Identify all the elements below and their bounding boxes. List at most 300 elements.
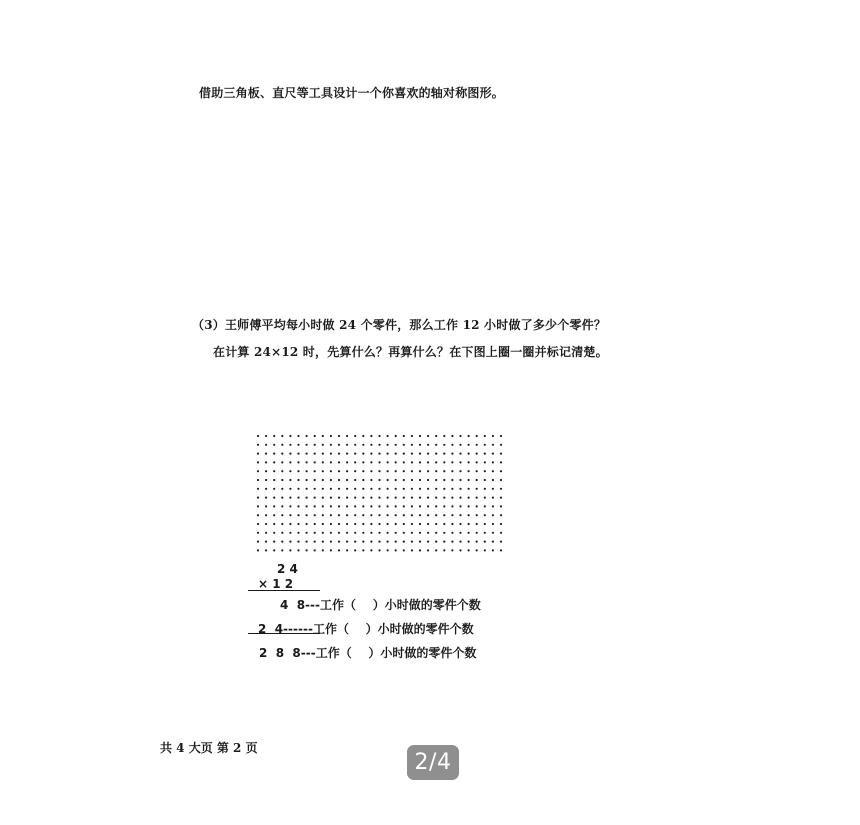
grid-dot — [273, 532, 275, 534]
grid-dot — [419, 523, 421, 525]
grid-dot — [346, 479, 348, 481]
grid-dot — [459, 532, 461, 534]
grid-dot — [419, 453, 421, 455]
grid-dot — [476, 435, 478, 437]
grid-dot — [395, 453, 397, 455]
grid-dot — [306, 461, 308, 463]
grid-dot — [354, 444, 356, 446]
grid-dot — [459, 435, 461, 437]
grid-dot — [484, 444, 486, 446]
grid-dot — [265, 514, 267, 516]
grid-dot — [403, 532, 405, 534]
grid-dot — [484, 514, 486, 516]
grid-dot — [273, 541, 275, 543]
grid-dot — [289, 461, 291, 463]
grid-dot — [459, 505, 461, 507]
grid-dot — [322, 497, 324, 499]
grid-dot — [297, 453, 299, 455]
grid-dot — [370, 461, 372, 463]
grid-dot — [322, 505, 324, 507]
grid-dot — [273, 497, 275, 499]
grid-dot — [459, 497, 461, 499]
grid-dot — [484, 541, 486, 543]
grid-dot — [427, 435, 429, 437]
grid-dot — [403, 470, 405, 472]
grid-dot — [378, 444, 380, 446]
grid-dot — [338, 488, 340, 490]
grid-dot — [370, 488, 372, 490]
grid-dot — [427, 461, 429, 463]
grid-dot — [281, 444, 283, 446]
grid-dot — [273, 488, 275, 490]
grid-dot — [395, 549, 397, 551]
multiplication-rule — [248, 590, 320, 591]
grid-dot — [362, 532, 364, 534]
grid-dot — [443, 488, 445, 490]
grid-dot — [362, 514, 364, 516]
grid-dot — [346, 488, 348, 490]
grid-dot — [451, 505, 453, 507]
grid-dot — [468, 488, 470, 490]
grid-dot — [297, 523, 299, 525]
grid-dot — [484, 435, 486, 437]
grid-dot — [297, 435, 299, 437]
grid-dot — [468, 479, 470, 481]
grid-dot — [297, 505, 299, 507]
grid-dot — [387, 435, 389, 437]
grid-dot — [370, 435, 372, 437]
grid-dot — [322, 435, 324, 437]
grid-dot — [330, 523, 332, 525]
grid-dot — [476, 532, 478, 534]
grid-dot — [419, 479, 421, 481]
grid-dot — [289, 479, 291, 481]
grid-dot — [476, 505, 478, 507]
grid-dot — [330, 488, 332, 490]
grid-dot — [314, 532, 316, 534]
grid-dot — [370, 497, 372, 499]
grid-dot — [281, 532, 283, 534]
grid-dot — [273, 505, 275, 507]
grid-dot — [484, 549, 486, 551]
grid-dot — [468, 514, 470, 516]
grid-dot — [273, 479, 275, 481]
grid-dot — [476, 497, 478, 499]
grid-dot — [427, 479, 429, 481]
grid-dot — [257, 541, 259, 543]
grid-dot — [419, 505, 421, 507]
grid-dot — [419, 470, 421, 472]
grid-dot — [435, 532, 437, 534]
grid-dot — [338, 470, 340, 472]
grid-dot — [322, 549, 324, 551]
multiplicand: 2 4 — [277, 562, 298, 576]
grid-dot — [265, 479, 267, 481]
grid-dot — [297, 461, 299, 463]
grid-dot — [362, 444, 364, 446]
grid-dot — [451, 479, 453, 481]
grid-dot — [443, 435, 445, 437]
grid-dot — [362, 523, 364, 525]
grid-dot — [306, 497, 308, 499]
grid-dot — [395, 523, 397, 525]
grid-dot — [492, 497, 494, 499]
grid-dot — [492, 541, 494, 543]
grid-dot — [468, 541, 470, 543]
grid-dot — [484, 523, 486, 525]
grid-dot — [257, 444, 259, 446]
grid-dot — [476, 479, 478, 481]
grid-dot — [265, 453, 267, 455]
grid-dot — [354, 470, 356, 472]
grid-dot — [395, 532, 397, 534]
grid-dot — [411, 470, 413, 472]
grid-dot — [257, 470, 259, 472]
grid-dot — [411, 488, 413, 490]
grid-dot — [427, 505, 429, 507]
grid-dot — [395, 461, 397, 463]
grid-dot — [354, 549, 356, 551]
grid-dot — [354, 479, 356, 481]
grid-dot — [459, 470, 461, 472]
grid-dot — [322, 523, 324, 525]
grid-dot — [403, 453, 405, 455]
grid-dot — [354, 532, 356, 534]
grid-dot — [435, 461, 437, 463]
grid-dot — [484, 453, 486, 455]
grid-dot — [443, 505, 445, 507]
grid-dot — [443, 514, 445, 516]
grid-dot — [476, 523, 478, 525]
grid-dot — [281, 523, 283, 525]
grid-dot — [435, 444, 437, 446]
grid-dot — [378, 541, 380, 543]
grid-dot — [265, 470, 267, 472]
grid-dot — [395, 505, 397, 507]
grid-dot — [378, 461, 380, 463]
grid-dot — [484, 470, 486, 472]
grid-dot — [427, 488, 429, 490]
grid-dot — [419, 514, 421, 516]
grid-dot — [435, 497, 437, 499]
grid-dot — [322, 514, 324, 516]
grid-dot — [427, 541, 429, 543]
grid-dot — [451, 470, 453, 472]
grid-dot — [484, 497, 486, 499]
grid-dot — [468, 444, 470, 446]
grid-dot — [346, 461, 348, 463]
grid-dot — [387, 461, 389, 463]
grid-dot — [322, 461, 324, 463]
grid-dot — [257, 461, 259, 463]
grid-dot — [468, 435, 470, 437]
grid-dot — [451, 523, 453, 525]
grid-dot — [314, 523, 316, 525]
grid-dot — [476, 453, 478, 455]
sum-rule — [248, 633, 320, 634]
grid-dot — [370, 541, 372, 543]
grid-dot — [403, 461, 405, 463]
grid-dot — [354, 541, 356, 543]
grid-dot — [306, 435, 308, 437]
grid-dot — [257, 514, 259, 516]
grid-dot — [338, 532, 340, 534]
grid-dot — [257, 497, 259, 499]
grid-dot — [435, 470, 437, 472]
grid-dot — [354, 514, 356, 516]
multiplier: × 1 2 — [258, 577, 294, 591]
grid-dot — [387, 453, 389, 455]
grid-dot — [273, 444, 275, 446]
grid-dot — [378, 453, 380, 455]
grid-dot — [257, 505, 259, 507]
grid-dot — [427, 497, 429, 499]
grid-dot — [419, 461, 421, 463]
grid-dot — [306, 488, 308, 490]
grid-dot — [314, 505, 316, 507]
grid-dot — [362, 435, 364, 437]
grid-dot — [370, 505, 372, 507]
grid-dot — [443, 549, 445, 551]
grid-dot — [476, 541, 478, 543]
grid-dot — [354, 488, 356, 490]
grid-dot — [330, 514, 332, 516]
grid-dot — [314, 514, 316, 516]
grid-dot — [297, 444, 299, 446]
grid-dot — [500, 488, 502, 490]
grid-dot — [459, 488, 461, 490]
grid-dot — [435, 488, 437, 490]
grid-dot — [411, 453, 413, 455]
grid-dot — [411, 532, 413, 534]
grid-dot — [257, 549, 259, 551]
grid-dot — [257, 453, 259, 455]
grid-dot — [378, 497, 380, 499]
grid-dot — [419, 497, 421, 499]
grid-dot — [443, 497, 445, 499]
grid-dot — [435, 453, 437, 455]
grid-dot — [411, 514, 413, 516]
grid-dot — [492, 488, 494, 490]
grid-dot — [476, 549, 478, 551]
grid-dot — [387, 444, 389, 446]
page-indicator-badge[interactable]: 2/4 — [407, 745, 459, 780]
grid-dot — [338, 505, 340, 507]
grid-dot — [500, 435, 502, 437]
grid-dot — [289, 470, 291, 472]
grid-dot — [265, 488, 267, 490]
grid-dot — [411, 479, 413, 481]
grid-dot — [338, 497, 340, 499]
grid-dot — [411, 444, 413, 446]
grid-dot — [338, 514, 340, 516]
grid-dot — [354, 497, 356, 499]
partial-product-row: 2 4------工作（ ）小时做的零件个数 — [258, 622, 474, 636]
grid-dot — [265, 505, 267, 507]
grid-dot — [395, 514, 397, 516]
grid-dot — [338, 549, 340, 551]
grid-dot — [330, 505, 332, 507]
grid-dot — [257, 479, 259, 481]
grid-dot — [289, 453, 291, 455]
grid-dot — [273, 549, 275, 551]
grid-dot — [492, 444, 494, 446]
grid-dot — [281, 470, 283, 472]
grid-dot — [492, 479, 494, 481]
grid-dot — [500, 461, 502, 463]
grid-dot — [346, 541, 348, 543]
grid-dot — [362, 453, 364, 455]
grid-dot — [314, 549, 316, 551]
grid-dot — [403, 549, 405, 551]
grid-dot — [322, 532, 324, 534]
grid-dot — [468, 453, 470, 455]
grid-dot — [297, 470, 299, 472]
grid-dot — [484, 479, 486, 481]
grid-dot — [443, 444, 445, 446]
grid-dot — [257, 435, 259, 437]
grid-dot — [370, 514, 372, 516]
grid-dot — [346, 497, 348, 499]
grid-dot — [370, 532, 372, 534]
grid-dot — [451, 541, 453, 543]
grid-dot — [378, 435, 380, 437]
grid-dot — [257, 488, 259, 490]
grid-dot — [443, 479, 445, 481]
grid-dot — [273, 523, 275, 525]
grid-dot — [459, 541, 461, 543]
grid-dot — [338, 453, 340, 455]
grid-dot — [362, 505, 364, 507]
grid-dot — [468, 505, 470, 507]
grid-dot — [273, 435, 275, 437]
grid-dot — [451, 461, 453, 463]
grid-dot — [419, 549, 421, 551]
grid-dot — [378, 549, 380, 551]
grid-dot — [265, 532, 267, 534]
grid-dot — [306, 505, 308, 507]
grid-dot — [281, 541, 283, 543]
grid-dot — [451, 549, 453, 551]
grid-dot — [387, 523, 389, 525]
grid-dot — [395, 497, 397, 499]
grid-dot — [500, 497, 502, 499]
question-3-line-2: 在计算 24×12 时，先算什么？再算什么？在下图上圈一圈并标记清楚。 — [213, 345, 608, 359]
grid-dot — [492, 549, 494, 551]
grid-dot — [370, 549, 372, 551]
grid-dot — [289, 444, 291, 446]
grid-dot — [265, 435, 267, 437]
grid-dot — [330, 549, 332, 551]
grid-dot — [435, 523, 437, 525]
grid-dot — [492, 505, 494, 507]
grid-dot — [362, 497, 364, 499]
grid-dot — [459, 479, 461, 481]
grid-dot — [387, 470, 389, 472]
grid-dot — [370, 523, 372, 525]
grid-dot — [451, 488, 453, 490]
grid-dot — [362, 541, 364, 543]
grid-dot — [289, 505, 291, 507]
grid-dot — [330, 541, 332, 543]
grid-dot — [492, 514, 494, 516]
grid-dot — [297, 549, 299, 551]
grid-dot — [492, 461, 494, 463]
grid-dot — [354, 453, 356, 455]
grid-dot — [500, 541, 502, 543]
grid-dot — [427, 444, 429, 446]
grid-dot — [281, 435, 283, 437]
grid-dot — [289, 488, 291, 490]
grid-dot — [500, 505, 502, 507]
grid-dot — [403, 505, 405, 507]
grid-dot — [387, 541, 389, 543]
grid-dot — [265, 461, 267, 463]
grid-dot — [273, 453, 275, 455]
grid-dot — [346, 523, 348, 525]
grid-dot — [306, 523, 308, 525]
grid-dot — [330, 461, 332, 463]
grid-dot — [346, 549, 348, 551]
grid-dot — [273, 470, 275, 472]
grid-dot — [411, 435, 413, 437]
grid-dot — [346, 435, 348, 437]
grid-dot — [443, 532, 445, 534]
grid-dot — [492, 470, 494, 472]
grid-dot — [411, 549, 413, 551]
grid-dot — [387, 532, 389, 534]
grid-dot — [427, 523, 429, 525]
grid-dot — [476, 461, 478, 463]
grid-dot — [289, 435, 291, 437]
grid-dot — [330, 453, 332, 455]
partial-product-row: 4 8---工作（ ）小时做的零件个数 — [280, 598, 481, 612]
grid-dot — [370, 444, 372, 446]
grid-dot — [362, 488, 364, 490]
grid-dot — [378, 479, 380, 481]
grid-dot — [306, 514, 308, 516]
grid-dot — [289, 497, 291, 499]
grid-dot — [354, 435, 356, 437]
grid-dot — [468, 497, 470, 499]
grid-dot — [378, 470, 380, 472]
grid-dot — [500, 532, 502, 534]
grid-dot — [395, 470, 397, 472]
grid-dot — [459, 523, 461, 525]
grid-dot — [435, 435, 437, 437]
grid-dot — [492, 453, 494, 455]
grid-dot — [468, 523, 470, 525]
grid-dot — [314, 497, 316, 499]
grid-dot — [419, 435, 421, 437]
grid-dot — [362, 549, 364, 551]
grid-dot — [451, 514, 453, 516]
grid-dot — [403, 523, 405, 525]
grid-dot — [419, 444, 421, 446]
grid-dot — [387, 479, 389, 481]
grid-dot — [500, 514, 502, 516]
grid-dot — [314, 470, 316, 472]
grid-dot — [322, 453, 324, 455]
grid-dot — [403, 444, 405, 446]
grid-dot — [387, 497, 389, 499]
grid-dot — [281, 549, 283, 551]
grid-dot — [459, 514, 461, 516]
grid-dot — [314, 444, 316, 446]
grid-dot — [354, 523, 356, 525]
grid-dot — [322, 488, 324, 490]
grid-dot — [395, 541, 397, 543]
